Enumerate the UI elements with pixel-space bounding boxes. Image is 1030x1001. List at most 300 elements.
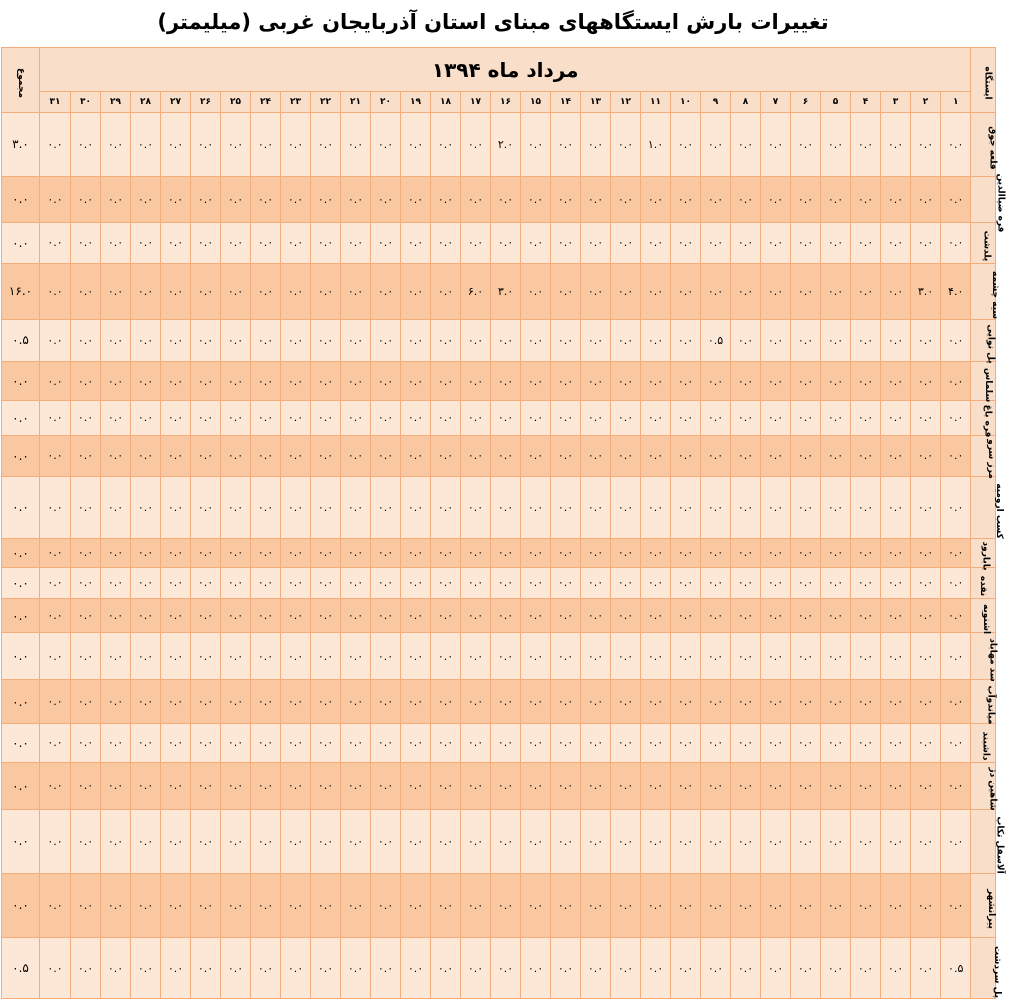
rain-value: ۰.۰ — [761, 112, 791, 177]
rain-value: ۰.۰ — [131, 264, 161, 320]
station-name-label: بابارود — [980, 541, 991, 571]
rain-value: ۰.۰ — [701, 762, 731, 809]
rain-value: ۰.۰ — [941, 401, 971, 435]
rain-value: ۰.۰ — [221, 112, 251, 177]
rain-value: ۰.۰ — [311, 567, 341, 598]
rain-value: ۰.۰ — [431, 476, 461, 538]
day-number: ۳۰ — [71, 92, 101, 112]
rain-value: ۰.۰ — [641, 633, 671, 679]
rain-value: ۰.۰ — [281, 401, 311, 435]
row-total: ۰.۰ — [2, 222, 40, 263]
rain-value: ۰.۰ — [611, 264, 641, 320]
rain-value: ۰.۰ — [71, 435, 101, 476]
rain-value: ۰.۰ — [761, 361, 791, 400]
rain-value: ۰.۰ — [521, 938, 551, 999]
rain-value: ۰.۰ — [701, 873, 731, 938]
rain-value: ۰.۰ — [371, 938, 401, 999]
page-title: تغییرات بارش ایستگاههای مبنای استان آذربایجان غربی (میلیمتر) — [157, 10, 829, 34]
rain-value: ۰.۰ — [40, 567, 71, 598]
rain-value: ۰.۰ — [461, 476, 491, 538]
rain-value: ۰.۰ — [731, 633, 761, 679]
rain-value: ۰.۰ — [701, 810, 731, 874]
rain-value: ۰.۰ — [281, 435, 311, 476]
rain-value: ۰.۰ — [881, 538, 911, 567]
rain-value: ۰.۰ — [731, 938, 761, 999]
rain-value: ۰.۰ — [71, 476, 101, 538]
rain-value: ۰.۰ — [491, 319, 521, 361]
table-row — [2, 762, 996, 809]
rain-value: ۰.۰ — [491, 810, 521, 874]
day-number: ۹ — [701, 92, 731, 112]
rain-value: ۰.۰ — [701, 177, 731, 222]
rain-value: ۰.۰ — [161, 319, 191, 361]
station-name-label: شاهین دژ — [988, 767, 999, 811]
rain-value: ۰.۰ — [731, 873, 761, 938]
table-row — [2, 222, 996, 263]
rain-value: ۰.۰ — [461, 112, 491, 177]
rain-value: ۰.۰ — [881, 401, 911, 435]
day-number: ۳ — [881, 92, 911, 112]
row-total: ۳.۰ — [2, 112, 40, 177]
rain-value: ۰.۰ — [371, 679, 401, 723]
rain-value: ۰.۰ — [401, 177, 431, 222]
rain-value: ۰.۰ — [911, 762, 941, 809]
rain-value: ۰.۰ — [611, 599, 641, 633]
rain-value: ۰.۰ — [341, 938, 371, 999]
rain-value: ۰.۰ — [341, 633, 371, 679]
rain-value: ۰.۰ — [791, 264, 821, 320]
rain-value: ۰.۰ — [491, 361, 521, 400]
rain-value: ۰.۰ — [791, 724, 821, 762]
rain-value: ۰.۰ — [221, 435, 251, 476]
rain-value: ۰.۰ — [491, 538, 521, 567]
row-total: ۰.۰ — [2, 724, 40, 762]
rain-value: ۰.۰ — [581, 724, 611, 762]
rain-value: ۰.۰ — [191, 319, 221, 361]
rain-value: ۰.۰ — [401, 599, 431, 633]
rain-value: ۰.۰ — [881, 567, 911, 598]
rain-value: ۰.۰ — [221, 319, 251, 361]
rain-value: ۰.۰ — [191, 810, 221, 874]
rain-value: ۰.۰ — [431, 567, 461, 598]
rain-value: ۰.۰ — [191, 724, 221, 762]
rain-value: ۰.۰ — [461, 567, 491, 598]
table-row — [2, 401, 996, 435]
table-row — [2, 810, 996, 874]
rain-value: ۰.۰ — [851, 599, 881, 633]
rain-value: ۰.۵ — [701, 319, 731, 361]
row-total: ۰.۵ — [2, 938, 40, 999]
rain-value: ۰.۰ — [761, 873, 791, 938]
rain-value: ۰.۰ — [161, 938, 191, 999]
rain-value: ۰.۰ — [941, 873, 971, 938]
row-total: ۰.۰ — [2, 762, 40, 809]
rain-value: ۰.۰ — [101, 873, 131, 938]
rain-value: ۰.۰ — [851, 319, 881, 361]
rain-value: ۰.۰ — [131, 762, 161, 809]
rain-value: ۰.۰ — [641, 762, 671, 809]
rain-value: ۰.۰ — [341, 538, 371, 567]
rain-value: ۰.۰ — [731, 810, 761, 874]
rain-value: ۰.۰ — [491, 938, 521, 999]
rain-value: ۰.۰ — [851, 810, 881, 874]
rain-value: ۰.۰ — [281, 264, 311, 320]
rain-value: ۰.۰ — [431, 599, 461, 633]
rain-value: ۰.۰ — [701, 264, 731, 320]
rain-value: ۰.۰ — [161, 435, 191, 476]
rain-value: ۰.۰ — [851, 264, 881, 320]
table-row — [2, 319, 996, 361]
rain-value: ۰.۰ — [911, 599, 941, 633]
rain-value: ۰.۰ — [251, 177, 281, 222]
rain-value: ۰.۰ — [641, 222, 671, 263]
rain-value: ۰.۰ — [40, 599, 71, 633]
rain-value: ۰.۰ — [251, 679, 281, 723]
rain-value: ۰.۰ — [791, 538, 821, 567]
day-number: ۱ — [941, 92, 971, 112]
rain-value: ۰.۰ — [221, 873, 251, 938]
rain-value: ۰.۰ — [461, 538, 491, 567]
rain-value: ۰.۰ — [71, 724, 101, 762]
rain-value: ۰.۰ — [161, 810, 191, 874]
rain-value: ۰.۰ — [851, 476, 881, 538]
rain-value: ۰.۰ — [551, 112, 581, 177]
rain-value: ۰.۰ — [521, 810, 551, 874]
rain-value: ۰.۰ — [71, 112, 101, 177]
rain-value: ۰.۰ — [71, 264, 101, 320]
rain-value: ۰.۰ — [941, 222, 971, 263]
rain-value: ۰.۰ — [851, 633, 881, 679]
table-row — [2, 599, 996, 633]
rain-value: ۰.۰ — [431, 679, 461, 723]
day-number: ۱۵ — [521, 92, 551, 112]
rain-value: ۰.۰ — [731, 724, 761, 762]
rain-value: ۰.۰ — [671, 762, 701, 809]
rain-value: ۱.۰ — [641, 112, 671, 177]
rain-value: ۰.۰ — [491, 633, 521, 679]
rain-value: ۰.۰ — [671, 873, 701, 938]
rain-value: ۰.۰ — [40, 476, 71, 538]
table-row — [2, 435, 996, 476]
rain-value: ۰.۰ — [851, 679, 881, 723]
rain-value: ۰.۰ — [101, 177, 131, 222]
rain-value: ۰.۰ — [551, 938, 581, 999]
rain-value: ۰.۰ — [341, 401, 371, 435]
rain-value: ۰.۰ — [401, 435, 431, 476]
rain-value: ۰.۰ — [761, 177, 791, 222]
rain-value: ۰.۰ — [521, 679, 551, 723]
rain-value: ۰.۰ — [281, 361, 311, 400]
rain-value: ۰.۰ — [641, 177, 671, 222]
rain-value: ۰.۰ — [341, 599, 371, 633]
rain-value: ۰.۰ — [281, 679, 311, 723]
rain-value: ۰.۰ — [761, 476, 791, 538]
rain-value: ۰.۰ — [341, 724, 371, 762]
rain-value: ۰.۰ — [731, 679, 761, 723]
rain-value: ۰.۰ — [521, 177, 551, 222]
rain-value: ۰.۰ — [491, 222, 521, 263]
day-number: ۵ — [821, 92, 851, 112]
rain-value: ۰.۰ — [791, 361, 821, 400]
rain-value: ۰.۰ — [71, 810, 101, 874]
rain-value: ۰.۰ — [551, 873, 581, 938]
rain-value: ۰.۰ — [131, 633, 161, 679]
rain-value: ۰.۰ — [371, 873, 401, 938]
rain-value: ۰.۰ — [371, 633, 401, 679]
rain-value: ۰.۰ — [671, 177, 701, 222]
day-number: ۲۷ — [161, 92, 191, 112]
station-name-label: قلعه جوق — [988, 126, 999, 170]
rain-value: ۰.۰ — [821, 319, 851, 361]
rain-value: ۰.۰ — [311, 633, 341, 679]
rain-value: ۲.۰ — [491, 112, 521, 177]
rain-value: ۰.۰ — [71, 401, 101, 435]
rain-value: ۰.۰ — [761, 264, 791, 320]
rain-value: ۰.۰ — [461, 401, 491, 435]
rain-value: ۰.۰ — [221, 599, 251, 633]
rain-value: ۰.۰ — [911, 873, 941, 938]
rain-value: ۰.۰ — [911, 177, 941, 222]
rain-value: ۰.۰ — [911, 401, 941, 435]
station-name-label: نقده — [978, 576, 989, 597]
rain-value: ۰.۰ — [71, 319, 101, 361]
day-number: ۱۲ — [611, 92, 641, 112]
day-number: ۲۸ — [131, 92, 161, 112]
rain-value: ۰.۰ — [371, 810, 401, 874]
rain-value: ۰.۰ — [581, 567, 611, 598]
rain-value: ۰.۰ — [911, 435, 941, 476]
table-row — [2, 633, 996, 679]
row-total: ۰.۰ — [2, 567, 40, 598]
rain-value: ۰.۰ — [461, 633, 491, 679]
rain-value: ۰.۰ — [701, 476, 731, 538]
rain-value: ۰.۰ — [161, 873, 191, 938]
rain-value: ۰.۰ — [551, 222, 581, 263]
rain-value: ۰.۰ — [791, 599, 821, 633]
rain-value: ۰.۰ — [71, 762, 101, 809]
rain-value: ۰.۰ — [821, 724, 851, 762]
station-name — [971, 264, 1001, 320]
rain-value: ۰.۰ — [791, 873, 821, 938]
row-total: ۰.۰ — [2, 679, 40, 723]
rain-value: ۰.۰ — [911, 538, 941, 567]
table-row — [2, 112, 996, 177]
rain-value: ۰.۰ — [221, 762, 251, 809]
rain-value: ۰.۰ — [671, 633, 701, 679]
rain-value: ۰.۰ — [40, 762, 71, 809]
rain-value: ۴.۰ — [941, 264, 971, 320]
rain-value: ۰.۰ — [161, 724, 191, 762]
rain-value: ۰.۰ — [641, 401, 671, 435]
rain-value: ۰.۰ — [641, 476, 671, 538]
rain-value: ۰.۰ — [671, 361, 701, 400]
rain-value: ۰.۰ — [101, 264, 131, 320]
rain-value: ۰.۰ — [611, 810, 641, 874]
rain-value: ۰.۰ — [40, 319, 71, 361]
rain-value: ۰.۰ — [251, 538, 281, 567]
rain-value: ۰.۰ — [821, 810, 851, 874]
rain-value: ۰.۰ — [311, 319, 341, 361]
rain-value: ۰.۰ — [221, 264, 251, 320]
rain-value: ۰.۰ — [941, 724, 971, 762]
rain-value: ۰.۰ — [71, 177, 101, 222]
row-total: ۰.۰ — [2, 401, 40, 435]
rain-value: ۰.۰ — [161, 538, 191, 567]
rain-value: ۰.۰ — [40, 435, 71, 476]
rain-value: ۰.۰ — [281, 112, 311, 177]
rain-value: ۰.۰ — [371, 476, 401, 538]
day-number: ۱۴ — [551, 92, 581, 112]
rain-value: ۰.۰ — [491, 724, 521, 762]
rain-value: ۰.۰ — [311, 177, 341, 222]
rain-value: ۰.۰ — [671, 476, 701, 538]
rain-value: ۰.۰ — [551, 567, 581, 598]
rain-value: ۰.۰ — [221, 679, 251, 723]
day-number: ۱۱ — [641, 92, 671, 112]
rain-value: ۰.۰ — [461, 679, 491, 723]
rain-value: ۶.۰ — [461, 264, 491, 320]
rain-value: ۰.۰ — [461, 599, 491, 633]
rain-value: ۰.۰ — [371, 435, 401, 476]
rain-value: ۰.۰ — [611, 112, 641, 177]
rain-value: ۰.۰ — [881, 476, 911, 538]
rain-value: ۰.۰ — [191, 679, 221, 723]
rain-value: ۰.۰ — [881, 361, 911, 400]
rain-value: ۰.۰ — [551, 319, 581, 361]
rain-value: ۳.۰ — [491, 264, 521, 320]
rain-value: ۰.۰ — [101, 361, 131, 400]
rain-value: ۰.۰ — [131, 177, 161, 222]
rain-value: ۰.۰ — [611, 177, 641, 222]
rain-value: ۰.۰ — [731, 177, 761, 222]
rain-value: ۰.۰ — [431, 264, 461, 320]
rain-value: ۰.۰ — [821, 476, 851, 538]
rain-value: ۰.۰ — [191, 567, 221, 598]
rain-value: ۰.۰ — [311, 264, 341, 320]
station-name — [971, 724, 996, 762]
rain-value: ۰.۰ — [881, 222, 911, 263]
rain-value: ۰.۰ — [431, 222, 461, 263]
day-number: ۲۱ — [341, 92, 371, 112]
station-name — [971, 476, 1005, 539]
rain-value: ۰.۰ — [821, 938, 851, 999]
rain-value: ۰.۰ — [221, 361, 251, 400]
rain-value: ۰.۰ — [311, 599, 341, 633]
rain-value: ۰.۰ — [641, 810, 671, 874]
row-total: ۰.۰ — [2, 538, 40, 567]
rain-value: ۰.۰ — [671, 724, 701, 762]
rain-value: ۰.۰ — [491, 401, 521, 435]
rain-value: ۰.۰ — [161, 679, 191, 723]
station-name — [971, 873, 996, 938]
rain-value: ۰.۰ — [281, 599, 311, 633]
rain-value: ۰.۰ — [371, 264, 401, 320]
station-name — [971, 173, 1006, 233]
rain-value: ۰.۰ — [581, 401, 611, 435]
rain-value: ۰.۰ — [791, 633, 821, 679]
rain-value: ۰.۰ — [101, 633, 131, 679]
rain-value: ۰.۰ — [611, 762, 641, 809]
rain-value: ۰.۰ — [131, 319, 161, 361]
rain-value: ۰.۰ — [641, 319, 671, 361]
rain-value: ۰.۰ — [491, 599, 521, 633]
rain-value: ۰.۰ — [791, 112, 821, 177]
rain-value: ۰.۰ — [131, 538, 161, 567]
rain-value: ۰.۰ — [851, 938, 881, 999]
rain-value: ۰.۰ — [551, 724, 581, 762]
rain-value: ۰.۰ — [881, 264, 911, 320]
station-name-label: آلاسقل تکاب — [995, 816, 1006, 874]
rain-value: ۰.۰ — [941, 361, 971, 400]
rain-value: ۰.۰ — [131, 724, 161, 762]
rain-value: ۰.۰ — [611, 361, 641, 400]
station-name-label: قره باغ — [982, 405, 993, 438]
day-number: ۲۲ — [311, 92, 341, 112]
rain-value: ۰.۰ — [191, 938, 221, 999]
rain-value: ۰.۰ — [311, 938, 341, 999]
rain-value: ۰.۰ — [911, 679, 941, 723]
rain-value: ۰.۰ — [821, 435, 851, 476]
station-header-label: ایستگاه — [983, 66, 994, 100]
day-number: ۱۷ — [461, 92, 491, 112]
table-row — [2, 361, 996, 400]
rain-value: ۰.۰ — [251, 401, 281, 435]
rain-value: ۰.۵ — [941, 938, 971, 999]
day-number: ۷ — [761, 92, 791, 112]
rain-value: ۰.۰ — [611, 633, 641, 679]
rain-value: ۰.۰ — [221, 538, 251, 567]
rain-value: ۰.۰ — [431, 401, 461, 435]
rain-value: ۰.۰ — [551, 435, 581, 476]
rain-value: ۰.۰ — [101, 538, 131, 567]
rain-value: ۰.۰ — [731, 319, 761, 361]
rain-value: ۰.۰ — [71, 538, 101, 567]
rain-value: ۰.۰ — [281, 938, 311, 999]
rain-value: ۰.۰ — [581, 679, 611, 723]
rain-value: ۰.۰ — [821, 112, 851, 177]
table-row — [2, 177, 996, 222]
rain-value: ۰.۰ — [851, 222, 881, 263]
rain-value: ۰.۰ — [461, 435, 491, 476]
rain-value: ۰.۰ — [821, 222, 851, 263]
rain-value: ۰.۰ — [371, 724, 401, 762]
day-number: ۲۵ — [221, 92, 251, 112]
rain-value: ۰.۰ — [821, 599, 851, 633]
rain-value: ۰.۰ — [881, 435, 911, 476]
station-name — [971, 633, 999, 682]
rain-value: ۰.۰ — [161, 762, 191, 809]
rain-value: ۰.۰ — [851, 112, 881, 177]
rain-value: ۰.۰ — [461, 810, 491, 874]
rain-value: ۰.۰ — [311, 873, 341, 938]
rain-value: ۰.۰ — [941, 112, 971, 177]
rain-value: ۰.۰ — [611, 679, 641, 723]
table-row — [2, 264, 996, 320]
rain-value: ۰.۰ — [521, 538, 551, 567]
rain-value: ۰.۰ — [71, 222, 101, 263]
rain-value: ۰.۰ — [761, 938, 791, 999]
rain-value: ۰.۰ — [791, 810, 821, 874]
rain-value: ۰.۰ — [311, 222, 341, 263]
rain-value: ۰.۰ — [341, 112, 371, 177]
rain-value: ۰.۰ — [401, 361, 431, 400]
rain-value: ۰.۰ — [671, 538, 701, 567]
rain-value: ۰.۰ — [40, 361, 71, 400]
rain-value: ۰.۰ — [701, 724, 731, 762]
rain-value: ۰.۰ — [881, 810, 911, 874]
rain-value: ۰.۰ — [131, 810, 161, 874]
rain-value: ۰.۰ — [731, 112, 761, 177]
